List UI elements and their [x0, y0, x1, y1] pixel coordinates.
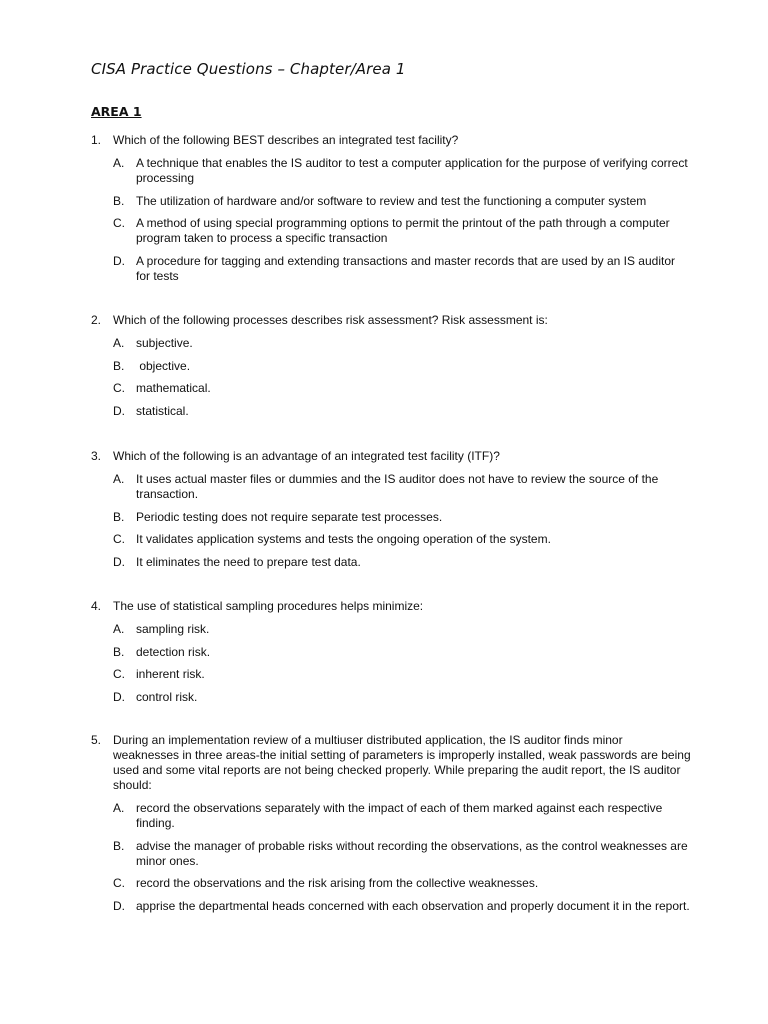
option-letter: D.	[113, 554, 125, 569]
answer-option-c	[113, 667, 691, 682]
option-text: control risk.	[136, 689, 198, 704]
option-text: detection risk.	[136, 644, 211, 659]
answer-option-b	[113, 359, 691, 374]
answer-options	[91, 336, 691, 419]
document-title: CISA Practice Questions – Chapter/Area 1	[91, 60, 406, 78]
answer-option-c	[113, 216, 691, 246]
answer-option-b	[113, 839, 691, 869]
answer-option-d	[113, 254, 691, 284]
option-text: It eliminates the need to prepare test data.	[136, 554, 361, 569]
question-number: 4.	[91, 599, 102, 613]
question-text: Which of the following processes describes risk assessment? Risk assessment is:	[113, 313, 548, 327]
answer-options	[91, 801, 691, 914]
option-letter: B.	[113, 358, 125, 373]
question-3	[91, 449, 691, 577]
option-text: subjective.	[136, 336, 193, 350]
answer-option-b	[113, 194, 691, 209]
option-letter: A.	[113, 622, 125, 636]
option-letter: B.	[113, 193, 125, 208]
option-letter: A.	[113, 472, 125, 486]
option-letter: B.	[113, 838, 125, 853]
option-letter: C.	[113, 667, 125, 681]
answer-option-a	[113, 472, 691, 502]
option-text: statistical.	[136, 403, 189, 418]
question-number: 3.	[91, 449, 102, 463]
answer-option-d	[113, 404, 691, 419]
option-text: The utilization of hardware and/or software to review and test the functioning a computer system	[136, 193, 647, 208]
option-text: objective.	[136, 358, 191, 373]
option-text: record the observations separately with the impact of each of them marked against each respective finding.	[136, 801, 663, 830]
option-letter: A.	[113, 801, 125, 815]
option-letter: C.	[113, 216, 125, 230]
answer-options	[91, 156, 691, 284]
option-text: sampling risk.	[136, 622, 210, 636]
option-text: advise the manager of probable risks without recording the observations, as the control weaknesses are minor ones.	[136, 838, 688, 868]
answer-options	[91, 472, 691, 570]
question-number: 1.	[91, 133, 102, 147]
option-text: Periodic testing does not require separate test processes.	[136, 509, 443, 524]
option-text: A method of using special programming options to permit the printout of the path through a computer program taken to process a specific transaction	[136, 216, 670, 245]
option-text: It validates application systems and tests the ongoing operation of the system.	[136, 532, 551, 546]
answer-option-c	[113, 532, 691, 547]
option-text: record the observations and the risk arising from the collective weaknesses.	[136, 876, 539, 890]
answer-option-c	[113, 381, 691, 396]
question-number: 2.	[91, 313, 102, 327]
answer-option-c	[113, 876, 691, 891]
option-text: mathematical.	[136, 381, 211, 395]
answer-option-a	[113, 336, 691, 351]
answer-option-b	[113, 645, 691, 660]
option-letter: B.	[113, 644, 125, 659]
option-letter: B.	[113, 509, 125, 524]
option-letter: D.	[113, 403, 125, 418]
question-stem	[91, 733, 691, 793]
answer-options	[91, 622, 691, 705]
question-5	[91, 733, 691, 921]
option-text: A procedure for tagging and extending transactions and master records that are used by an IS auditor for tests	[136, 253, 675, 283]
option-letter: D.	[113, 898, 125, 913]
question-text: Which of the following is an advantage of an integrated test facility (ITF)?	[113, 449, 500, 463]
answer-option-a	[113, 801, 691, 831]
question-number: 5.	[91, 733, 102, 747]
answer-option-a	[113, 156, 691, 186]
answer-option-d	[113, 555, 691, 570]
option-text: inherent risk.	[136, 667, 205, 681]
option-letter: D.	[113, 689, 125, 704]
question-2	[91, 313, 691, 426]
question-4	[91, 599, 691, 712]
option-letter: D.	[113, 253, 125, 268]
question-stem	[91, 313, 691, 328]
question-stem	[91, 449, 691, 464]
option-letter: C.	[113, 532, 125, 546]
question-stem	[91, 133, 691, 148]
option-text: It uses actual master files or dummies and the IS auditor does not have to review the source of the transaction.	[136, 472, 659, 501]
question-text: The use of statistical sampling procedures helps minimize:	[113, 599, 424, 613]
answer-option-b	[113, 510, 691, 525]
answer-option-d	[113, 690, 691, 705]
question-stem	[91, 599, 691, 614]
answer-option-a	[113, 622, 691, 637]
answer-option-d	[113, 899, 691, 914]
question-1	[91, 133, 691, 291]
option-letter: A.	[113, 336, 125, 350]
option-letter: C.	[113, 381, 125, 395]
question-text: During an implementation review of a multiuser distributed application, the IS auditor finds minor weaknesses in three areas-the initial setting of parameters is improperly installed, weak passwords are being used and some vital reports are not being checked properly. While preparing the audit report, the IS auditor should:	[113, 733, 691, 792]
question-text: Which of the following BEST describes an integrated test facility?	[113, 133, 459, 147]
option-text: apprise the departmental heads concerned with each observation and properly document it in the report.	[136, 898, 690, 913]
option-letter: C.	[113, 876, 125, 890]
option-letter: A.	[113, 156, 125, 170]
option-text: A technique that enables the IS auditor to test a computer application for the purpose of verifying correct processing	[136, 156, 688, 185]
section-heading: AREA 1	[91, 104, 142, 119]
